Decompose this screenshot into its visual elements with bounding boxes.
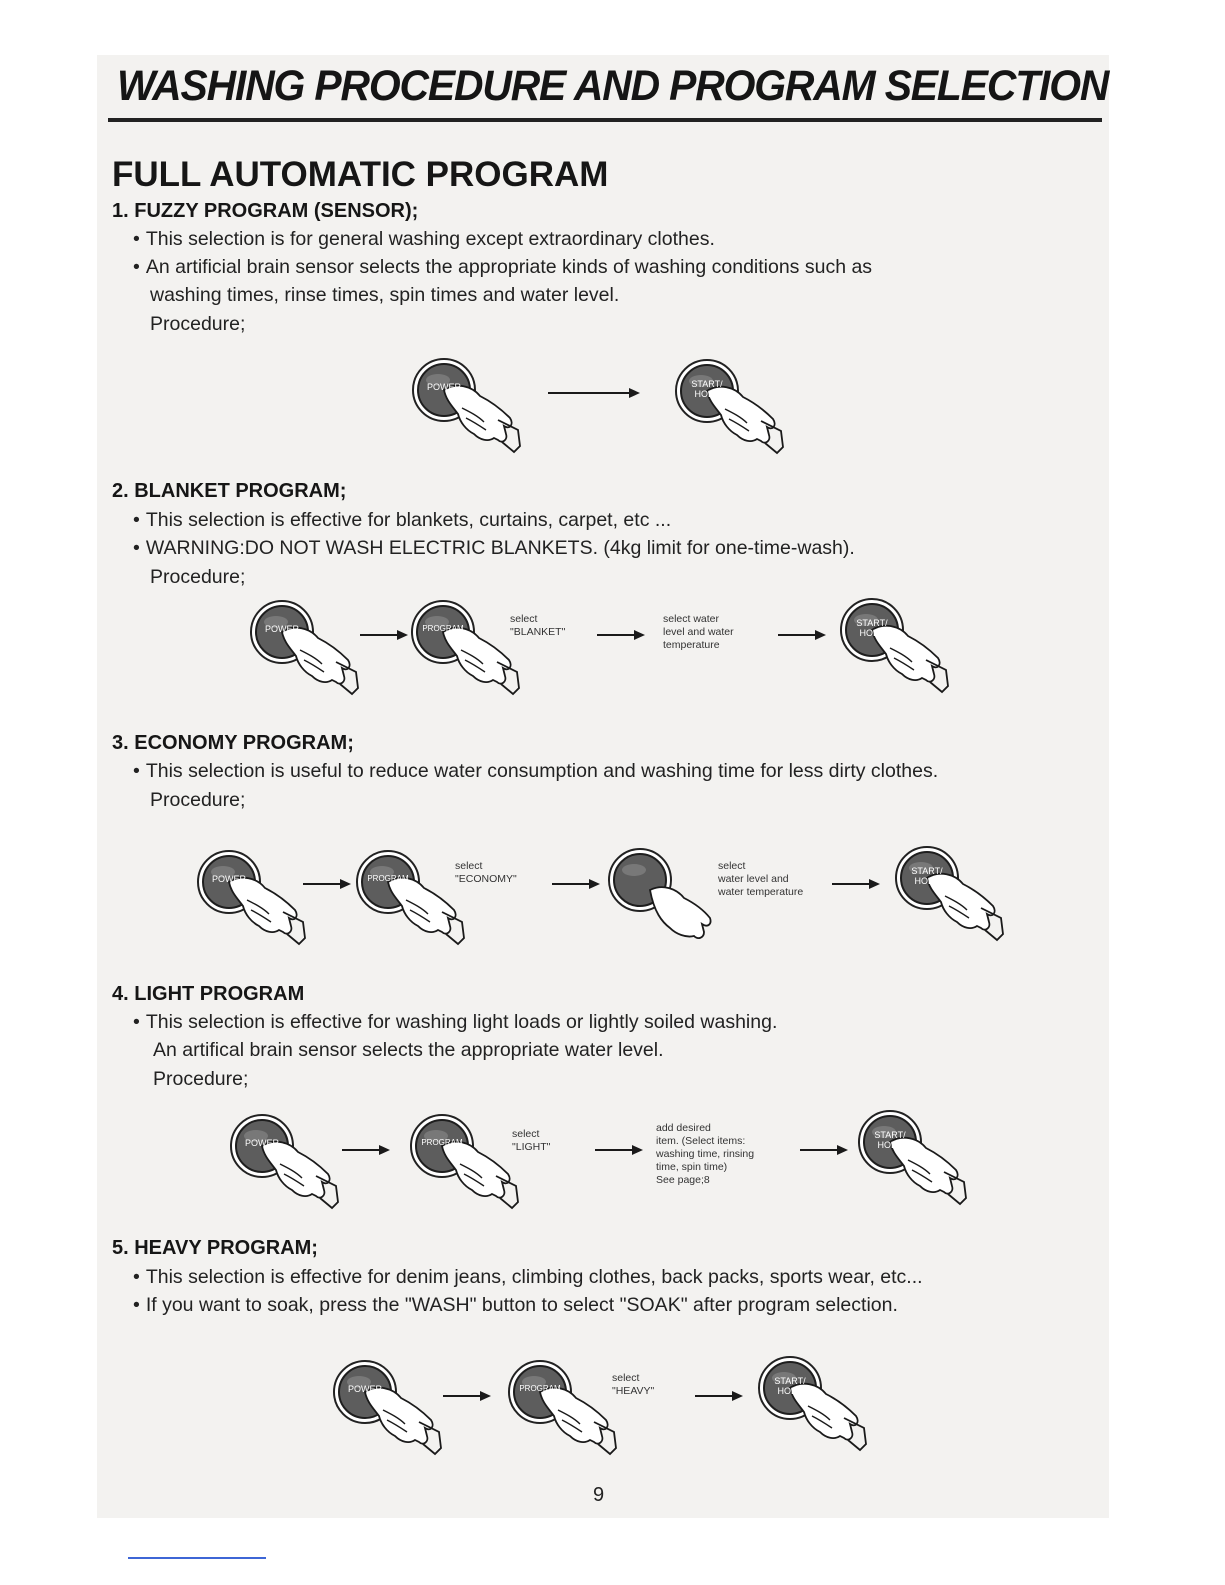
light-add-items-step: add desired item. (Select items: washing time, rinsing time, spin time) See page;8	[656, 1122, 755, 1186]
program-button-label: PROGRAM	[422, 624, 464, 633]
start-hold-button-label: START/ HOLD	[856, 618, 888, 638]
start-hold-button-label: START/ HOLD	[774, 1376, 806, 1396]
arrow-right-icon	[597, 627, 645, 645]
blanket-water-step: select water level and water temperature	[663, 613, 734, 651]
arrow-right-icon	[303, 876, 351, 894]
heavy-select-step: select "HEAVY"	[612, 1372, 655, 1397]
power-button-label: POWER	[347, 1384, 382, 1394]
power-button-label: POWER	[211, 874, 246, 884]
economy-procedure-label: Procedure;	[150, 789, 246, 811]
light-bullet-1: • This selection is effective for washing light loads or lightly soiled washing.	[133, 1011, 777, 1034]
page-number: 9	[593, 1484, 605, 1506]
light-procedure-label: Procedure;	[153, 1068, 249, 1090]
start-hold-button-label: START/ HOLD	[911, 866, 943, 886]
power-button-label: POWER	[264, 624, 299, 634]
light-bullet-1-continuation: An artifical brain sensor selects the appropriate water level.	[153, 1039, 664, 1061]
heavy-bullet-1: • This selection is effective for denim jeans, climbing clothes, back packs, sports wear, etc...	[133, 1266, 923, 1289]
blanket-select-step: select "BLANKET"	[510, 613, 566, 638]
economy-bullet-1: • This selection is useful to reduce water consumption and washing time for less dirty clothes.	[133, 760, 938, 783]
light-select-step: select "LIGHT"	[512, 1128, 551, 1153]
start-hold-button-label: START/ HOLD	[691, 379, 723, 399]
arrow-right-icon	[778, 627, 826, 645]
start-hold-button-label: START/ HOLD	[874, 1130, 906, 1150]
arrow-right-icon	[552, 876, 600, 894]
fuzzy-procedure-label: Procedure;	[150, 313, 246, 335]
program-button-label: PROGRAM	[367, 874, 409, 883]
power-button-label: POWER	[426, 382, 461, 392]
arrow-right-icon	[443, 1388, 491, 1406]
blanket-warning: • WARNING:DO NOT WASH ELECTRIC BLANKETS. (4kg limit for one-time-wash).	[133, 537, 855, 560]
title-divider	[108, 118, 1102, 122]
arrow-right-icon	[595, 1142, 643, 1160]
blanket-bullet-1: • This selection is effective for blankets, curtains, carpet, etc ...	[133, 509, 671, 532]
economy-water-step: select water level and water temperature	[718, 860, 804, 898]
arrow-right-icon	[800, 1142, 848, 1160]
fuzzy-bullet-2-continuation: washing times, rinse times, spin times and water level.	[150, 284, 620, 306]
economy-program-heading: 3. ECONOMY PROGRAM;	[112, 732, 354, 754]
program-button-label: PROGRAM	[519, 1384, 561, 1393]
section-heading: FULL AUTOMATIC PROGRAM	[112, 155, 609, 194]
fuzzy-bullet-2: • An artificial brain sensor selects the appropriate kinds of washing conditions such as	[133, 256, 872, 279]
arrow-right-icon	[695, 1388, 743, 1406]
fuzzy-bullet-1: • This selection is for general washing except extraordinary clothes.	[133, 228, 715, 251]
blanket-program-heading: 2. BLANKET PROGRAM;	[112, 480, 347, 502]
light-program-heading: 4. LIGHT PROGRAM	[112, 983, 305, 1005]
footer-link-underline	[128, 1557, 266, 1559]
arrow-right-icon	[360, 627, 408, 645]
economy-select-step: select "ECONOMY"	[455, 860, 517, 885]
arrow-right-icon	[548, 385, 640, 403]
blanket-procedure-label: Procedure;	[150, 566, 246, 588]
power-button-label: POWER	[244, 1138, 279, 1148]
fuzzy-program-heading: 1. FUZZY PROGRAM (SENSOR);	[112, 200, 419, 222]
arrow-right-icon	[342, 1142, 390, 1160]
heavy-program-heading: 5. HEAVY PROGRAM;	[112, 1237, 318, 1259]
arrow-right-icon	[832, 876, 880, 894]
page-title: WASHING PROCEDURE AND PROGRAM SELECTION	[117, 62, 1109, 110]
heavy-bullet-2: • If you want to soak, press the "WASH" button to select "SOAK" after program selection.	[133, 1294, 898, 1317]
program-button-label: PROGRAM	[421, 1138, 463, 1147]
